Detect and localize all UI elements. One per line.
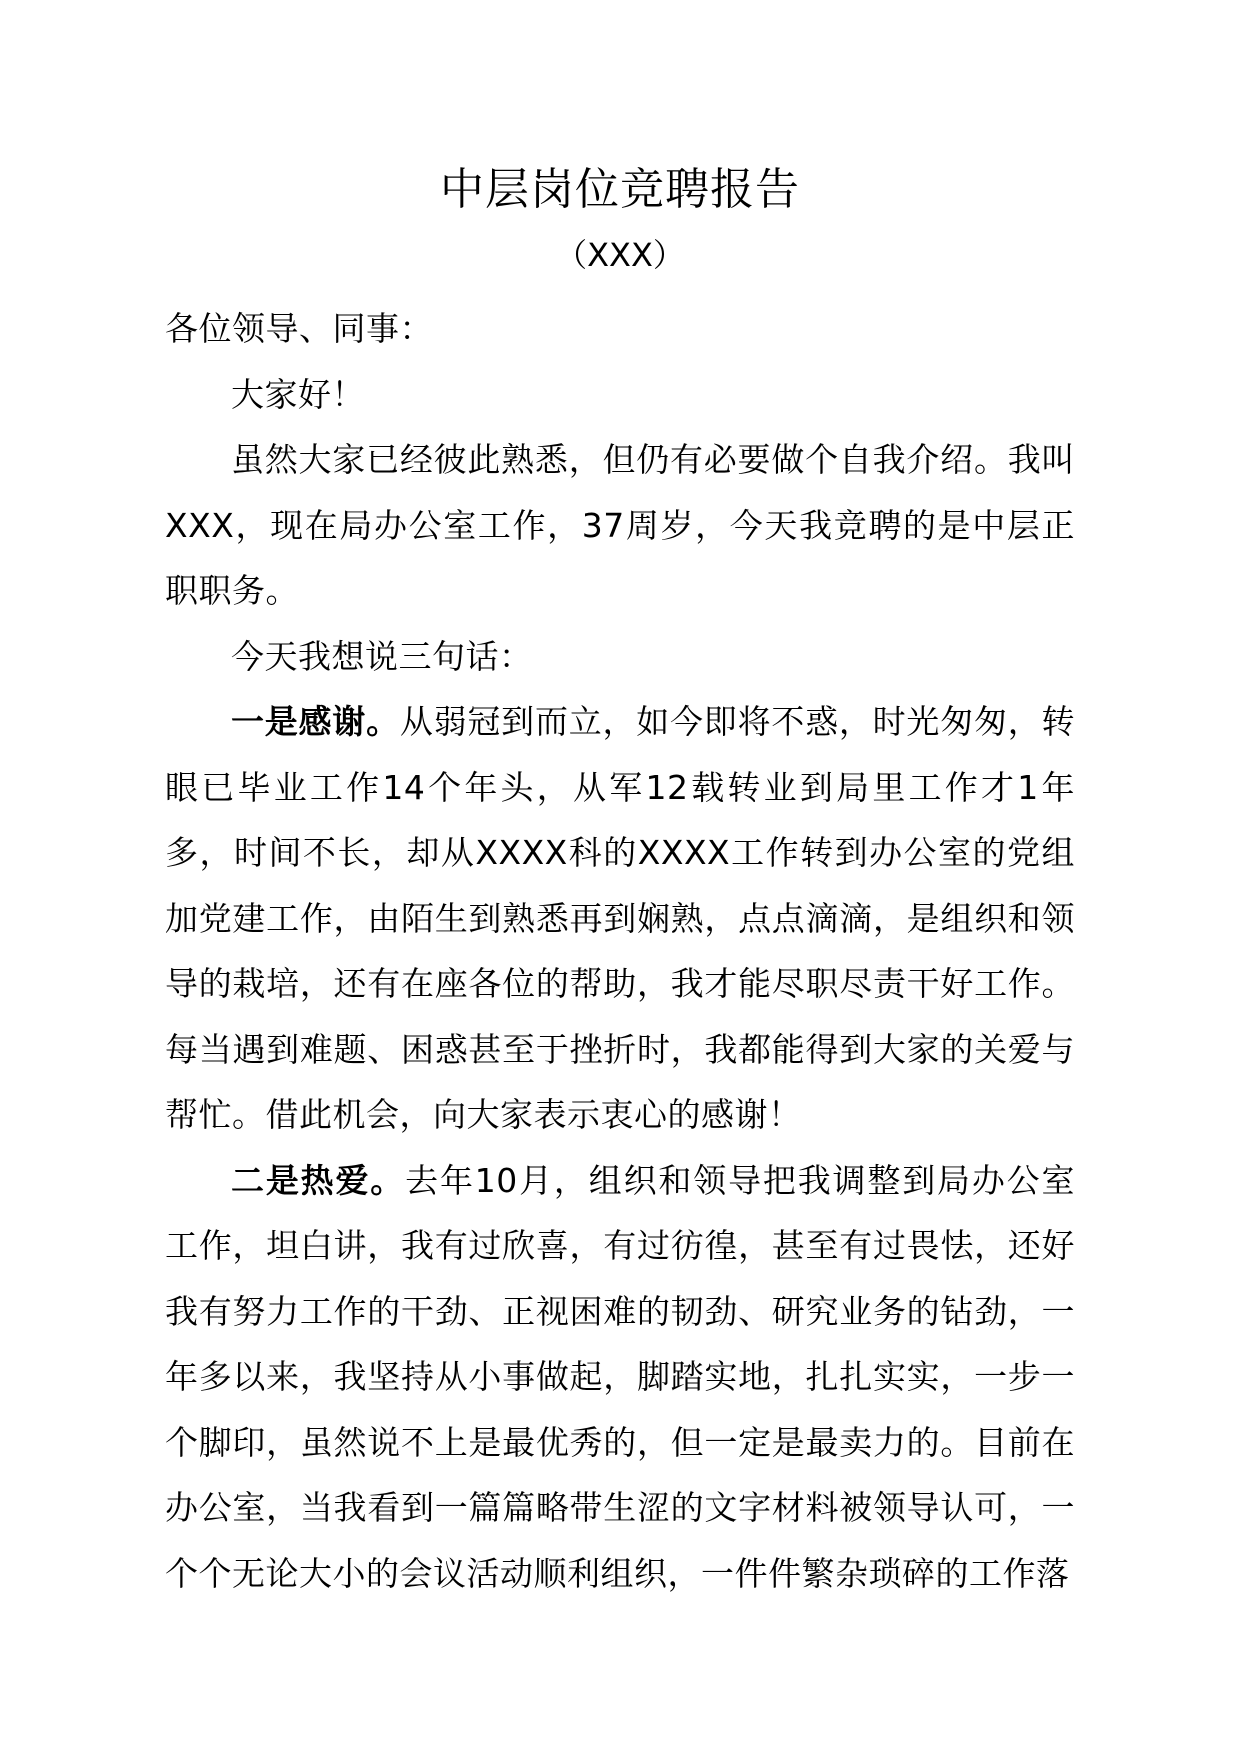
point1-paragraph	[165, 689, 1075, 1148]
author-placeholder: （XXX）	[555, 236, 685, 274]
document-title: 中层岗位竞聘报告	[440, 164, 800, 215]
point1-text: 从弱冠到而立，如今即将不惑，时光匆匆，转眼已毕业工作14个年头，从军12载转业到局里工作才1年多，时间不长，却从XXXX科的XXXX工作转到办公室的党组加党建工作，由陌生到熟悉再到娴熟，点点滴滴，是组织和领导的栽培，还有在座各位的帮助，我才能尽职尽责干好工作。每当遇到难题、困惑甚至于挫折时，我都能得到大家的关爱与帮忙。借此机会，向大家表示衷心的感谢！	[165, 702, 1076, 1134]
point2-text: 去年10月，组织和领导把我调整到局办公室工作，坦白讲，我有过欣喜，有过彷徨，甚至有过畏怯，还好我有努力工作的干劲、正视困难的韧劲、研究业务的钻劲，一年多以来，我坚持从小事做起，脚踏实地，扎扎实实，一步一个脚印，虽然说不上是最优秀的，但一定是最卖力的。目前在办公室，当我看到一篇篇略带生涩的文字材料被领导认可，一个个无论大小的会议活动顺利组织，一件件繁杂琐碎的工作落	[165, 1160, 1076, 1593]
three-points-intro: 今天我想说三句话：	[231, 636, 533, 676]
point1-lead: 一是感谢。	[231, 702, 400, 741]
greeting: 大家好！	[231, 374, 365, 414]
document-body	[165, 296, 1075, 1606]
intro-paragraph: 虽然大家已经彼此熟悉，但仍有必要做个自我介绍。我叫XXX，现在局办公室工作，37周岁，今天我竞聘的是中层正职职务。	[165, 440, 1075, 610]
point2-lead: 二是热爱。	[231, 1160, 406, 1200]
salutation: 各位领导、同事：	[165, 309, 433, 348]
point2-paragraph	[165, 1148, 1075, 1607]
